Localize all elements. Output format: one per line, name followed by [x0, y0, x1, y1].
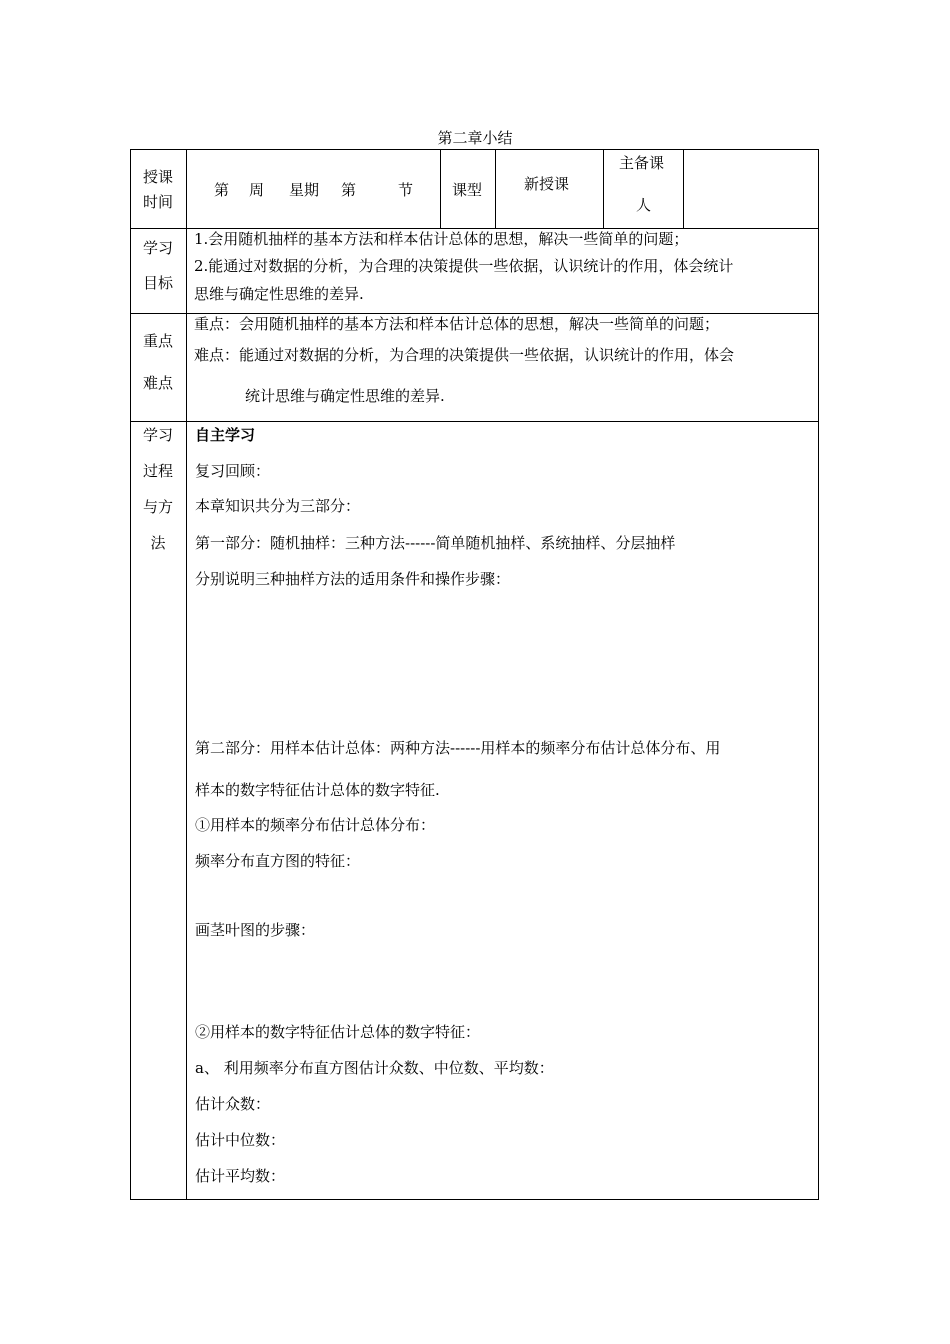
- review-label: 复习回顾：: [195, 462, 271, 480]
- process-label: 学习: [142, 426, 173, 444]
- item1-question: 频率分布直方图的特征：: [195, 852, 361, 870]
- keypoint-line: 重点：会用随机抽样的基本方法和样本估计总体的思想，解决一些简单的问题；: [194, 315, 720, 333]
- week-zhou: 周: [249, 181, 265, 199]
- part2-text: 样本的数字特征估计总体的数字特征.: [195, 781, 440, 799]
- item1-text: ①用样本的频率分布估计总体分布：: [195, 816, 436, 834]
- column-divider: [683, 149, 684, 228]
- keypoints-label: 重点: [142, 332, 173, 350]
- column-divider: [603, 149, 604, 228]
- row-divider: [130, 421, 819, 422]
- week-jie: 节: [398, 181, 414, 199]
- estimate-mode: 估计众数：: [195, 1095, 271, 1113]
- goals-label: 目标: [142, 274, 173, 292]
- week-di: 第: [214, 181, 230, 199]
- time-label: 时间: [142, 193, 173, 211]
- goal-line: 1.会用随机抽样的基本方法和样本估计总体的思想，解决一些简单的问题；: [194, 230, 689, 248]
- intro-text: 本章知识共分为三部分：: [195, 497, 361, 515]
- part1-question: 分别说明三种抽样方法的适用条件和操作步骤：: [195, 570, 511, 588]
- column-divider: [186, 149, 187, 1200]
- estimate-median: 估计中位数：: [195, 1131, 286, 1149]
- week-xingqi: 星期: [289, 181, 320, 199]
- item2-subtext: a、 利用频率分布直方图估计众数、中位数、平均数：: [195, 1059, 554, 1077]
- part2-text: 第二部分：用样本估计总体：两种方法------用样本的频率分布估计总体分布、用: [195, 739, 721, 757]
- part1-text: 第一部分：随机抽样：三种方法------简单随机抽样、系统抽样、分层抽样: [195, 534, 676, 552]
- keypoints-label: 难点: [142, 374, 173, 392]
- time-label: 授课: [142, 168, 173, 186]
- goal-line: 2.能通过对数据的分析，为合理的决策提供一些依据，认识统计的作用，体会统计: [194, 257, 734, 275]
- process-label: 法: [150, 534, 166, 552]
- prep-label: 主备课: [619, 154, 665, 172]
- item1-question: 画茎叶图的步骤：: [195, 921, 316, 939]
- column-divider: [440, 149, 441, 228]
- lesson-table: [130, 149, 819, 1200]
- type-label: 课型: [452, 181, 483, 199]
- keypoint-line: 难点：能通过对数据的分析，为合理的决策提供一些依据，认识统计的作用，体会: [194, 346, 735, 364]
- column-divider: [495, 149, 496, 228]
- process-label: 过程: [142, 462, 173, 480]
- process-label: 与方: [142, 498, 173, 516]
- keypoint-line: 统计思维与确定性思维的差异.: [245, 387, 445, 405]
- estimate-mean: 估计平均数：: [195, 1167, 286, 1185]
- section-heading: 自主学习: [195, 426, 256, 444]
- goal-line: 思维与确定性思维的差异.: [194, 285, 364, 303]
- week-di2: 第: [341, 181, 357, 199]
- goals-label: 学习: [142, 239, 173, 257]
- prep-label: 人: [636, 196, 652, 214]
- type-value: 新授课: [524, 175, 570, 193]
- page-title: 第二章小结: [437, 129, 513, 147]
- item2-text: ②用样本的数字特征估计总体的数字特征：: [195, 1023, 481, 1041]
